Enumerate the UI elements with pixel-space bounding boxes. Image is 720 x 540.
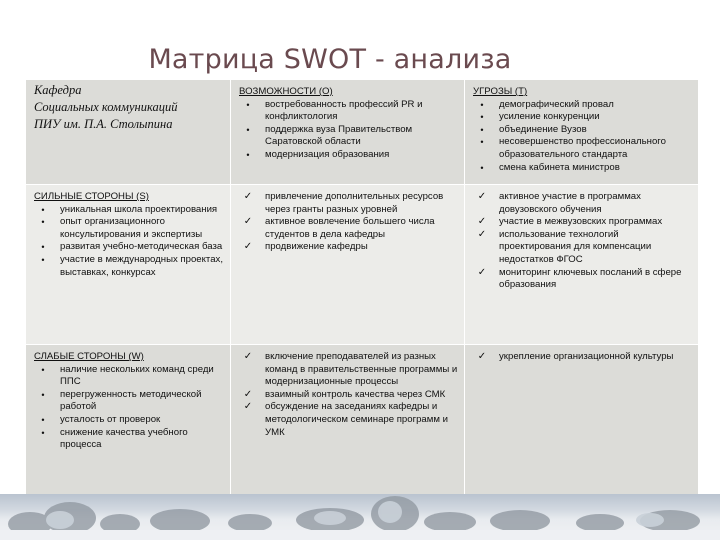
so-strategies-cell (230, 184, 464, 344)
item-text: продвижение кафедры (265, 241, 368, 253)
list-item (34, 216, 224, 241)
strengths-cell (26, 184, 230, 344)
weaknesses-heading: СЛАБЫЕ СТОРОНЫ (W) (34, 351, 144, 362)
list-item (239, 241, 458, 254)
item-text: уникальная школа проектирования (60, 203, 218, 215)
so-strategies-list (239, 191, 458, 254)
list-item (239, 216, 458, 241)
checkmark-icon: ✓ (243, 216, 253, 228)
department-name: Социальных коммуникаций (34, 100, 178, 114)
list-item (473, 162, 692, 175)
bullet-icon: • (246, 149, 250, 160)
list-item (34, 389, 224, 414)
list-item (34, 414, 224, 427)
list-item (473, 351, 692, 364)
winter-trees-illustration (0, 494, 720, 540)
bullet-icon: • (480, 124, 484, 135)
threats-cell (464, 80, 698, 184)
bullet-icon: • (480, 137, 484, 148)
item-text: несовершенство профессионального образовательного стандарта (499, 136, 666, 160)
item-text: участие в международных проектах, выставках, конкурсах (60, 253, 224, 278)
list-item (473, 191, 692, 216)
slide-title: Матрица SWOT - анализа (148, 44, 512, 75)
checkmark-icon: ✓ (243, 191, 253, 202)
bullet-icon: • (246, 124, 250, 135)
st-strategies-cell (464, 184, 698, 344)
list-item (473, 267, 692, 292)
item-text: укрепление организационной культуры (499, 351, 674, 362)
item-text: активное вовлечение большего числа студентов в дела кафедры (265, 216, 435, 240)
checkmark-icon: ✓ (243, 241, 253, 253)
checkmark-icon: ✓ (477, 266, 487, 278)
item-text: включение преподавателей из разных команд в правительственные программы и модернизационные процессы (265, 351, 458, 388)
item-text: взаимный контроль качества через СМК (265, 388, 446, 400)
wo-strategies-cell (230, 344, 464, 494)
bullet-icon: • (41, 254, 45, 265)
item-text: усиление конкуренции (499, 111, 600, 123)
item-text: перегруженность методической работой (60, 388, 202, 413)
department-label: Кафедра (34, 83, 82, 97)
bullet-icon: • (41, 204, 45, 215)
checkmark-icon: ✓ (243, 351, 253, 362)
list-item (239, 351, 458, 389)
item-text: смена кабинета министров (499, 161, 620, 173)
list-item (34, 364, 224, 389)
wo-strategies-list (239, 351, 458, 439)
item-text: демографический провал (499, 98, 614, 110)
list-item (34, 427, 224, 452)
threats-list (473, 99, 692, 175)
wt-strategies-list (473, 351, 692, 364)
swot-matrix (26, 80, 698, 494)
list-item (34, 254, 224, 279)
bullet-icon: • (41, 364, 45, 375)
bullet-icon: • (41, 242, 45, 253)
item-text: привлечение дополнительных ресурсов через гранты разных уровней (265, 191, 444, 215)
weaknesses-cell (26, 344, 230, 494)
list-item (239, 99, 458, 124)
st-strategies-list (473, 191, 692, 292)
checkmark-icon: ✓ (477, 351, 487, 362)
list-item (239, 149, 458, 162)
item-text: наличие нескольких команд среди ППС (60, 363, 214, 388)
opportunities-heading: ВОЗМОЖНОСТИ (O) (239, 86, 333, 97)
checkmark-icon: ✓ (477, 228, 487, 240)
item-text: использование технологий проектирования для компенсации недостатков ФГОС (499, 228, 652, 265)
item-text: обсуждение на заседаниях кафедры и методологическом семинаре программ и УМК (265, 401, 448, 438)
bullet-icon: • (480, 99, 484, 110)
item-text: опыт организационного консультирования и экспертизы (60, 216, 203, 240)
checkmark-icon: ✓ (477, 216, 487, 228)
bullet-icon: • (41, 389, 45, 400)
item-text: модернизация образования (265, 148, 390, 160)
department-cell (26, 80, 230, 184)
list-item (239, 401, 458, 439)
weaknesses-list (34, 364, 224, 452)
item-text: объединение Вузов (499, 123, 587, 135)
opportunities-cell (230, 80, 464, 184)
bullet-icon: • (41, 414, 45, 425)
checkmark-icon: ✓ (243, 388, 253, 400)
item-text: активное участие в программах довузовского обучения (499, 191, 641, 215)
item-text: развитая учебно-методическая база (60, 241, 223, 253)
university-name: ПИУ им. П.А. Столыпина (34, 117, 173, 131)
list-item (473, 136, 692, 161)
strengths-heading: СИЛЬНЫЕ СТОРОНЫ (S) (34, 191, 149, 202)
item-text: востребованность профессий PR и конфликтология (265, 98, 423, 123)
list-item (34, 241, 224, 254)
list-item (473, 111, 692, 124)
item-text: снижение качества учебного процесса (60, 426, 188, 451)
threats-heading: УГРОЗЫ (T) (473, 86, 528, 97)
opportunities-list (239, 99, 458, 162)
wt-strategies-cell (464, 344, 698, 494)
bullet-icon: • (480, 162, 484, 173)
bullet-icon: • (246, 99, 250, 110)
item-text: усталость от проверок (60, 413, 161, 425)
bullet-icon: • (480, 112, 484, 123)
list-item (473, 229, 692, 267)
list-item (473, 124, 692, 137)
list-item (239, 191, 458, 216)
bullet-icon: • (41, 217, 45, 228)
winter-landscape-photo (0, 494, 720, 540)
list-item (239, 124, 458, 149)
checkmark-icon: ✓ (477, 191, 487, 202)
list-item (473, 216, 692, 229)
item-text: поддержка вуза Правительством Саратовской области (265, 123, 413, 148)
checkmark-icon: ✓ (243, 401, 253, 413)
strengths-list (34, 204, 224, 280)
item-text: участие в межвузовских программах (499, 216, 663, 228)
list-item (473, 99, 692, 112)
bullet-icon: • (41, 427, 45, 438)
list-item (34, 204, 224, 217)
item-text: мониторинг ключевых посланий в сфере образования (499, 266, 682, 291)
list-item (239, 389, 458, 402)
